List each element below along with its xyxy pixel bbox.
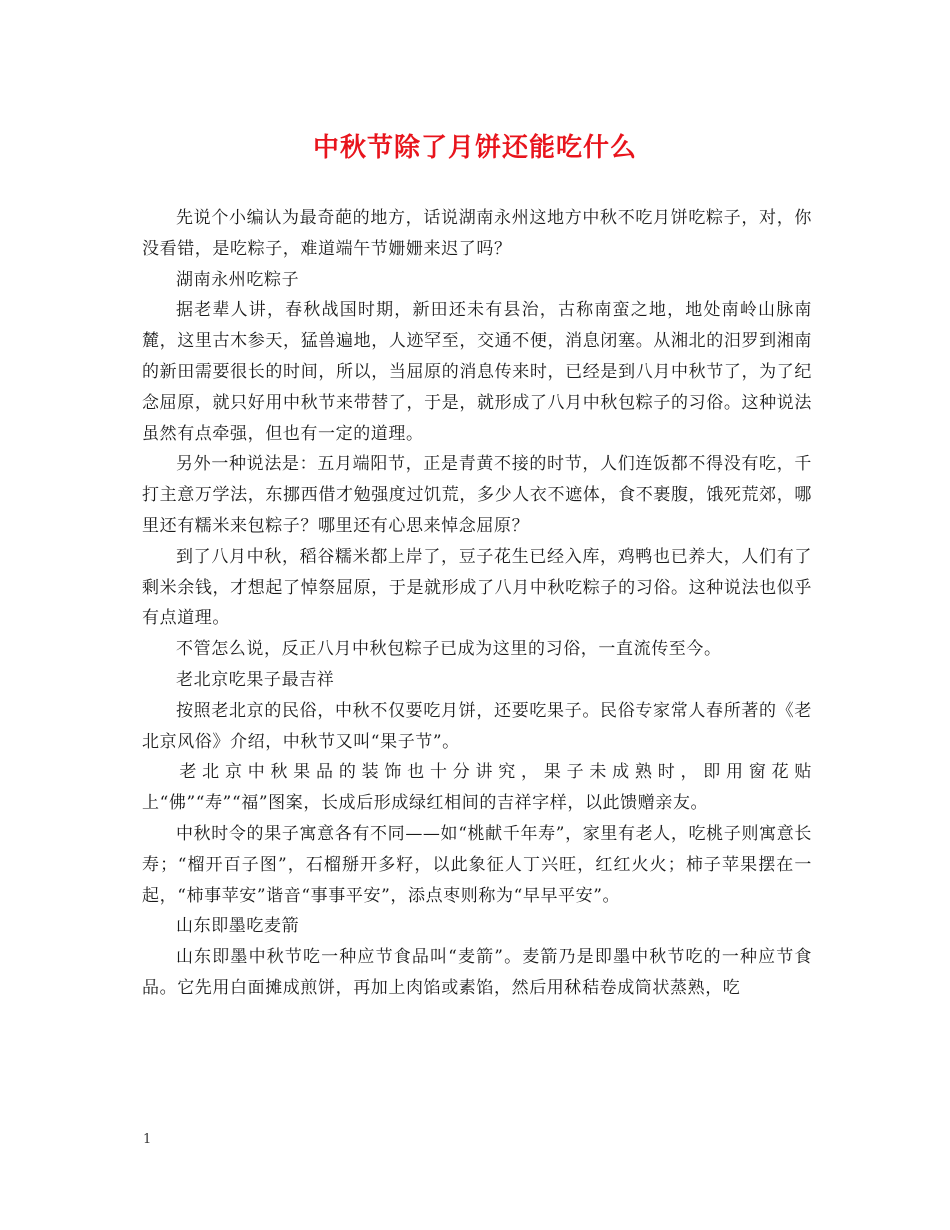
paragraph: 另外一种说法是：五月端阳节，正是青黄不接的时节，人们连饭都不得没有吃，千打主意万学法，东挪西借才勉强度过饥荒，多少人衣不遮体，食不裹腹，饿死荒郊，哪里还有糯米来包粽子？哪里还有心思来悼念屈原？ bbox=[142, 454, 812, 536]
paragraph: 按照老北京的民俗，中秋不仅要吃月饼，还要吃果子。民俗专家常人春所著的《老北京风俗》介绍，中秋节又叫“果子节”。 bbox=[142, 700, 812, 752]
page-number: 1 bbox=[143, 1132, 152, 1147]
paragraph: 山东即墨中秋节吃一种应节食品叫“麦箭”。麦箭乃是即墨中秋节吃的一种应节食品。它先用白面摊成煎饼，再加上肉馅或素馅，然后用秫秸卷成筒状蒸熟，吃 bbox=[142, 947, 812, 998]
paragraph: 据老辈人讲，春秋战国时期，新田还未有县治，古称南蛮之地，地处南岭山脉南麓，这里古木参天，猛兽遍地，人迹罕至，交通不便，消息闭塞。从湘北的汨罗到湘南的新田需要很长的时间，所以，当屈原的消息传来时，已经是到八月中秋节了，为了纪念屈原，就只好用中秋节来带替了，于是，就形成了八月中秋包粽子的习俗。这种说法虽然有点牵强，但也有一定的道理。 bbox=[142, 300, 812, 444]
paragraph: 中秋时令的果子寓意各有不同——如“桃献千年寿”，家里有老人，吃桃子则寓意长寿；“榴开百子图”，石榴掰开多籽，以此象征人丁兴旺，红红火火；柿子苹果摆在一起，“柿事苹安”谐音“事事平安”，添点枣则称为“早早平安”。 bbox=[142, 823, 812, 906]
section-heading: 山东即墨吃麦箭 bbox=[176, 916, 300, 937]
document-title: 中秋节除了月饼还能吃什么 bbox=[312, 133, 637, 163]
paragraph: 到了八月中秋，稻谷糯米都上岸了，豆子花生已经入库，鸡鸭也已养大，人们有了剩米余钱，才想起了悼祭屈原，于是就形成了八月中秋吃粽子的习俗。这种说法也似乎有点道理。 bbox=[142, 546, 812, 629]
section-heading: 老北京吃果子最吉祥 bbox=[176, 669, 335, 690]
paragraph: 不管怎么说，反正八月中秋包粽子已成为这里的习俗，一直流传至今。 bbox=[176, 639, 722, 660]
section-heading: 湖南永州吃粽子 bbox=[176, 269, 300, 290]
paragraph: 老北京中秋果品的装饰也十分讲究，果子未成熟时，即用窗花贴上“佛”“寿”“福”图案，长成后形成绿红相间的吉祥字样，以此馈赠亲友。 bbox=[142, 762, 812, 814]
paragraph: 先说个小编认为最奇葩的地方，话说湖南永州这地方中秋不吃月饼吃粽子，对，你没看错，是吃粽子，难道端午节姗姗来迟了吗？ bbox=[142, 208, 812, 259]
document-body bbox=[142, 203, 812, 1004]
